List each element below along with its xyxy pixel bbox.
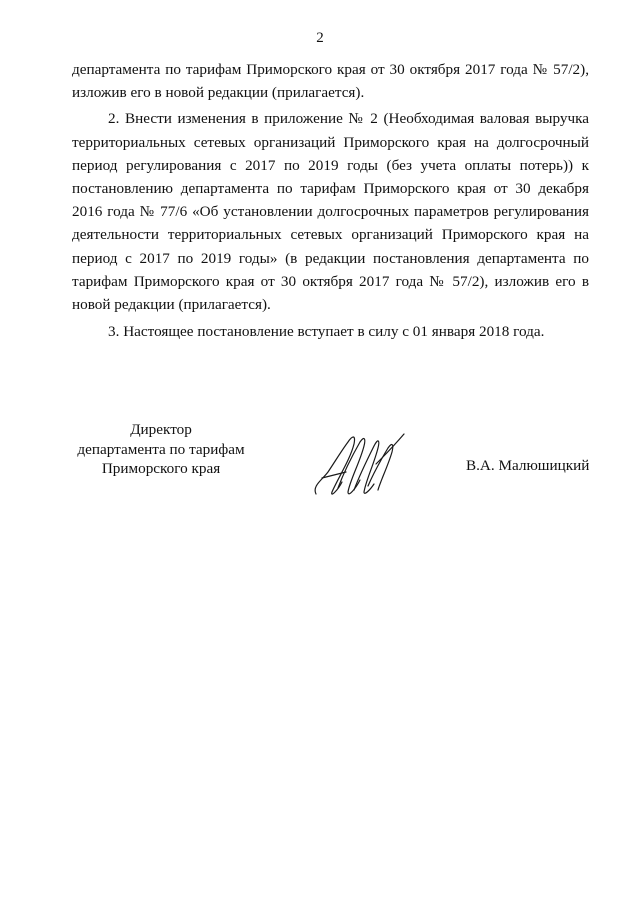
page-number: 2 (316, 30, 324, 46)
paragraph-item-3: 3. Настоящее постановление вступает в силу с 01 января 2018 года. (108, 323, 545, 341)
signer-title-line-2: департамента по тарифам (77, 440, 245, 458)
paragraph-item-2: 2. Внести изменения в приложение № 2 (Необходимая валовая выручка территориальных сетевых организаций Приморского края на долгосрочный период регулирования с 2017 по 2019 годы (без учета оплаты потерь)) к постановлению департамента по тарифам Приморского края от 30 декабря 2016 года № 77/6 «Об установлении долгосрочных параметров регулирования деятельности территориальных сетевых организаций Приморского края на период с 2017 по 2019 годы» (в редакции постановления департамента по тарифам Приморского края от 30 октября 2017 года № 57/2), изложив его в новой редакции (прилагается). (72, 110, 589, 314)
signer-title-line-3: Приморского края (101, 460, 221, 477)
signer-name: В.А. Малюшицкий (466, 457, 590, 474)
handwritten-signature-icon (308, 428, 408, 500)
signer-title-block (56, 420, 266, 479)
signer-title-line-1: Директор (130, 421, 192, 438)
paragraph-continuation: департамента по тарифам Приморского края от 30 октября 2017 года № 57/2), изложив его в новой редакции (прилагается). (72, 61, 589, 102)
body-text (72, 58, 589, 343)
